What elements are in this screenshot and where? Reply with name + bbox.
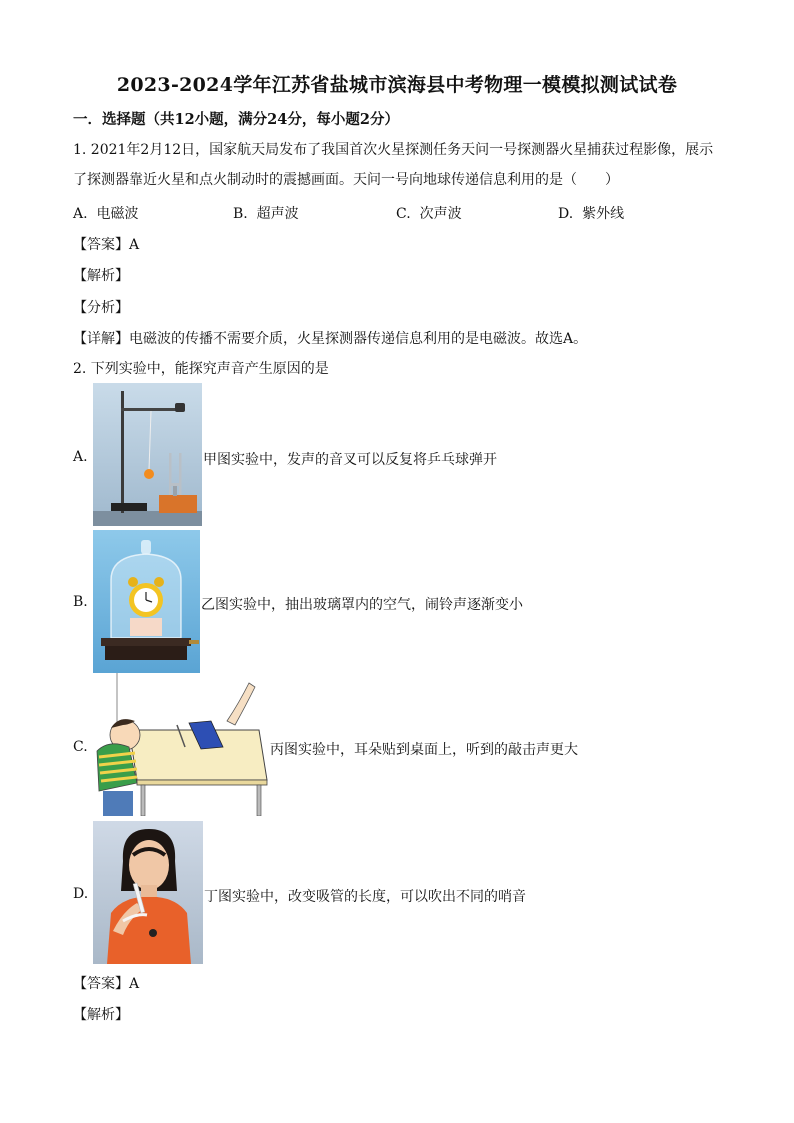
answer-value: A xyxy=(129,237,140,253)
q2-option-d-text: 丁图实验中，改变吸管的长度，可以吹出不同的哨音 xyxy=(204,889,526,905)
q2-stem: 2. 下列实验中，能探究声音产生原因的是 xyxy=(73,361,329,377)
q1-stem-line1: 1. 2021年2月12日，国家航天局发布了我国首次火星探测任务天问一号探测器火星捕获过程影像，展示 xyxy=(73,142,714,158)
q1-option-c[interactable] xyxy=(396,203,462,223)
answer-tag: 【答案】 xyxy=(73,976,129,992)
desk-listening-experiment-image xyxy=(89,673,269,816)
q2-option-b-text: 乙图实验中，抽出玻璃罩内的空气，闹铃声逐渐变小 xyxy=(201,597,523,613)
option-text: 紫外线 xyxy=(582,206,625,222)
option-key: D. xyxy=(558,206,574,222)
q1-analysis-tag: 【解析】 xyxy=(73,268,129,284)
q2-answer xyxy=(73,973,139,993)
answer-tag: 【答案】 xyxy=(73,237,129,253)
q1-detail xyxy=(73,328,587,348)
tuning-fork-experiment-image xyxy=(93,383,202,526)
bell-jar-experiment-image xyxy=(93,530,200,673)
q1-option-b[interactable] xyxy=(233,203,299,223)
q1-stem-line2: 了探测器靠近火星和点火制动时的震撼画面。天问一号向地球传递信息利用的是（ ） xyxy=(73,172,619,188)
q2-analysis-tag: 【解析】 xyxy=(73,1007,129,1023)
q2-option-a-key[interactable]: A. xyxy=(73,449,88,465)
detail-tag: 【详解】 xyxy=(73,331,129,347)
section-heading: 一．选择题（共12小题，满分24分，每小题2分） xyxy=(73,111,399,128)
option-text: 超声波 xyxy=(256,206,299,222)
q2-option-d-key[interactable]: D. xyxy=(73,886,89,902)
q2-option-c-key[interactable]: C. xyxy=(73,739,88,755)
option-key: B. xyxy=(233,206,248,222)
option-text: 次声波 xyxy=(419,206,462,222)
q1-fenxi-tag: 【分析】 xyxy=(73,300,129,316)
q1-option-a[interactable] xyxy=(73,203,138,223)
q2-option-c-text: 丙图实验中，耳朵贴到桌面上，听到的敲击声更大 xyxy=(270,742,578,758)
q1-answer xyxy=(73,234,139,254)
page-title: 2023-2024学年江苏省盐城市滨海县中考物理一模模拟测试试卷 xyxy=(116,74,678,96)
q2-option-b-key[interactable]: B. xyxy=(73,594,88,610)
straw-whistle-experiment-image xyxy=(93,821,203,964)
q2-option-a-text: 甲图实验中，发声的音叉可以反复将乒乓球弹开 xyxy=(203,452,497,468)
option-key: A. xyxy=(73,206,88,222)
option-key: C. xyxy=(396,206,411,222)
option-text: 电磁波 xyxy=(96,206,139,222)
detail-text: 电磁波的传播不需要介质，火星探测器传递信息利用的是电磁波。故选A。 xyxy=(129,331,588,347)
answer-value: A xyxy=(129,976,140,992)
q1-option-d[interactable] xyxy=(558,203,624,223)
